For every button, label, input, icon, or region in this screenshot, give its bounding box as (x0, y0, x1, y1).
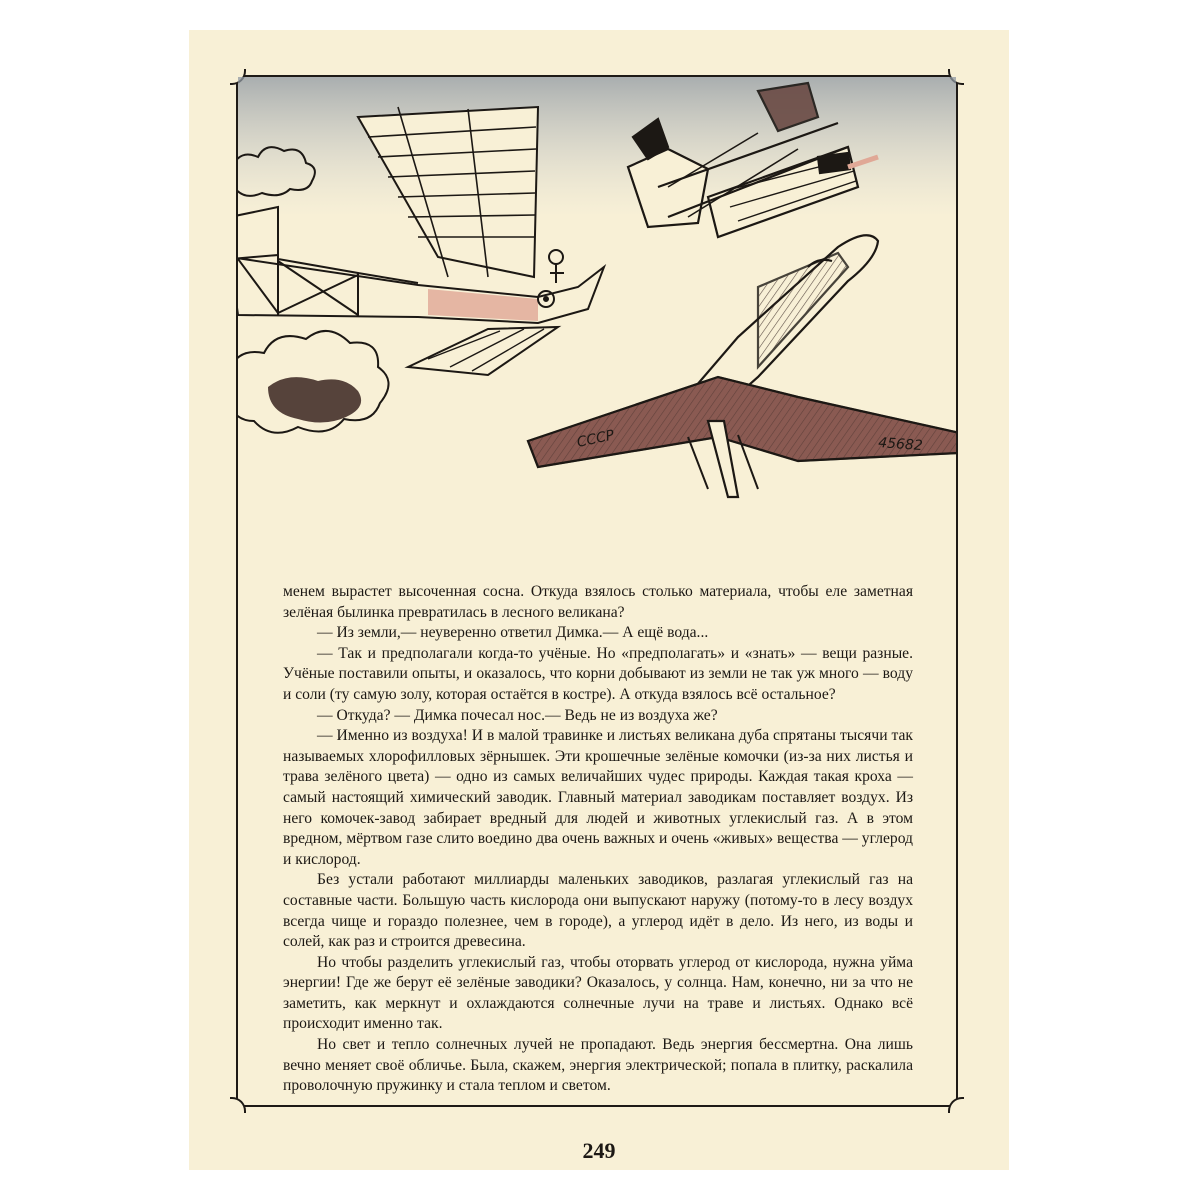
body-text (283, 582, 913, 1097)
page-number: 249 (582, 1138, 616, 1163)
paragraph: Но свет и тепло солнечных лучей не пропадают. Ведь энергия бессмертна. Она лишь вечно меняет своё обличье. Была, скажем, энергия электрической; попала в плитку, раскалила проволочную пружинку и стала теплом и светом. (283, 1036, 913, 1095)
frame-corner (230, 1097, 246, 1113)
wing-lettering-left: СССР (575, 427, 616, 451)
cloud-dark (238, 331, 389, 433)
paragraph: — Откуда? — Димка почесал нос.— Ведь не из воздуха же? (317, 706, 718, 724)
paragraph: менем вырастет высоченная сосна. Откуда взялось столько материала, чтобы еле заметная зелёная былинка превратилась в лесного великана? (283, 583, 913, 621)
paragraph: Но чтобы разделить углекислый газ, чтобы оторвать углерод от кислорода, нужна уйма энергии! Где же берут её зелёные заводики? Оказалось, у солнца. Нам, конечно, ни за что не заметить, как меркнут и охлаждаются солнечные лучи на траве и листьях. Однако всё происходит именно так. (283, 953, 913, 1033)
wing-lettering-right: 45682 (877, 435, 924, 455)
frame-corner (948, 1097, 964, 1113)
paragraph: — Именно из воздуха! И в малой травинке и листьях великана дуба спрятаны тысячи так называемых хлорофилловых зёрнышек. Эти крошечные зелёные комочки (из-за них листья и трава зелёного цвета) — одно из самых величайших чудес природы. Каждая такая кроха — самый настоящий химический заводик. Главный материал заводикам поставляет воздух. Из него комочек-завод забирает вредный для людей и животных углекислый газ. А в этом вредном, мёртвом газе слито воедино два очень важных и очень «живых» вещества — углерод и кислород. (283, 727, 913, 868)
aircraft-illustration (238, 77, 956, 527)
paragraph: — Так и предполагали когда-то учёные. Но «предполагать» и «знать» — вещи разные. Учёные поставили опыты, и оказалось, что корни добывают из земли не так уж много — воду и соли (ту самую золу, которая остаётся в костре). А откуда взялось всё остальное? (283, 644, 913, 703)
jet-airliner (528, 235, 956, 497)
book-page (189, 30, 1009, 1170)
paragraph: — Из земли,— неуверенно ответил Димка.— А ещё вода... (317, 624, 709, 642)
page-frame (236, 75, 958, 1107)
paragraph: Без устали работают миллиарды маленьких заводиков, разлагая углекислый газ на составные части. Большую часть кислорода они выпускают наружу (потому-то в лесу воздух всегда чище и гораздо полезнее, чем в городе), а углерод идёт в дело. Из него, из воды и солей, как раз и строится древесина. (283, 871, 913, 951)
